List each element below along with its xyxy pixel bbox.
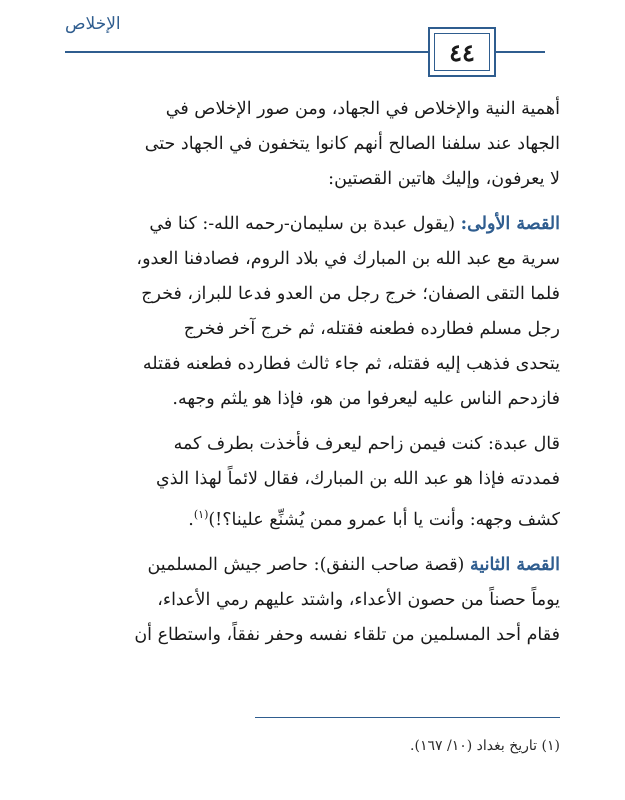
text-line: فقام أحد المسلمين من تلقاء نفسه وحفر نفقاً، واستطاع أن xyxy=(134,624,560,645)
text-line xyxy=(50,207,560,242)
page-number: ٤٤ xyxy=(434,33,490,71)
text-line: قال عبدة: كنت فيمن زاحم ليعرف فأخذت بطرف كمه xyxy=(173,434,560,454)
page-number-frame xyxy=(428,27,496,77)
text-line: رجل مسلم فطارده فطعنه فقتله، ثم خرج آخر فخرج xyxy=(183,319,560,339)
text-line: فازدحم الناس عليه ليعرفوا من هو، فإذا هو يلثم وجهه. xyxy=(172,389,560,409)
text-line: يتحدى فذهب إليه فقتله، ثم جاء ثالث فطارده فطعنه فقتله xyxy=(142,354,560,374)
text-line: فلما التقى الصفان؛ خرج رجل من العدو فدعا للبراز، فخرج xyxy=(141,284,560,304)
text-fragment: (يقول عبدة بن سليمان-رحمه الله-: كنا في xyxy=(149,214,461,234)
text-line: يوماً حصناً من حصون الأعداء، واشتد عليهم رمي الأعداء، xyxy=(157,589,560,610)
story-one-heading: القصة الأولى: xyxy=(460,214,560,234)
text-line: فمددته فإذا هو عبد الله بن المبارك، فقال لائماً لهذا الذي xyxy=(156,469,560,489)
text-fragment: . xyxy=(188,509,194,530)
paragraph-story-two xyxy=(50,548,560,653)
footnote-marker: (١) xyxy=(193,508,209,521)
text-line xyxy=(50,497,560,538)
text-line: سرية مع عبد الله بن المبارك في بلاد الروم، فصادفنا العدو، xyxy=(136,249,560,269)
text-fragment: (قصة صاحب النفق): حاصر جيش المسلمين xyxy=(147,554,470,575)
footnote: (١) تاريخ بغداد (١٠/ ١٦٧). xyxy=(410,738,560,754)
text-line: الجهاد عند سلفنا الصالح أنهم كانوا يتخفون في الجهاد حتى xyxy=(144,134,560,154)
text-line: أهمية النية والإخلاص في الجهاد، ومن صور الإخلاص في xyxy=(165,99,560,119)
paragraph-story-one xyxy=(50,207,560,417)
story-two-heading: القصة الثانية xyxy=(469,554,560,575)
text-line: لا يعرفون، وإليك هاتين القصتين: xyxy=(328,169,560,189)
paragraph-abda-quote xyxy=(50,427,560,538)
text-line xyxy=(50,548,560,583)
chapter-title: الإخلاص xyxy=(65,14,121,34)
footnote-rule xyxy=(255,717,560,718)
paragraph-intro xyxy=(50,92,560,197)
text-fragment: كشف وجهه: وأنت يا أبا عمرو ممن يُشنِّع علينا؟!) xyxy=(208,509,560,530)
body-text xyxy=(50,92,560,663)
